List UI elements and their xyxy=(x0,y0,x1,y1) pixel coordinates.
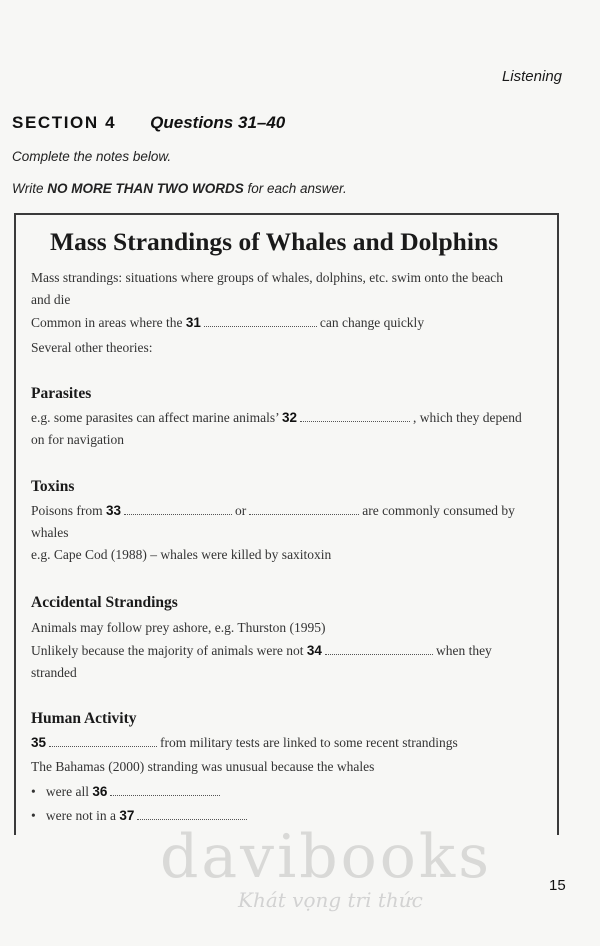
human-line-1-post: from military tests are linked to some recent strandings xyxy=(160,735,458,750)
question-31-number: 31 xyxy=(185,315,201,330)
accidental-line-2-pre: Unlikely because the majority of animals were not xyxy=(31,643,304,658)
instruction-complete: Complete the notes below. xyxy=(12,149,172,164)
answer-31-blank[interactable] xyxy=(204,316,317,327)
answer-33a-blank[interactable] xyxy=(124,504,232,515)
human-bullet-2-pre: were not in a xyxy=(45,808,116,823)
heading-toxins: Toxins xyxy=(31,478,75,495)
answer-35-blank[interactable] xyxy=(49,736,157,747)
running-head: Listening xyxy=(501,68,562,85)
answer-37-blank[interactable] xyxy=(137,809,247,820)
toxins-line-1 xyxy=(31,503,515,519)
human-line-1 xyxy=(31,735,458,751)
bullet-icon: • xyxy=(31,808,36,823)
accidental-line-3: stranded xyxy=(31,665,77,680)
intro-common-post: can change quickly xyxy=(319,315,425,330)
instruction-word-limit xyxy=(12,181,347,196)
question-37-number: 37 xyxy=(119,808,135,823)
answer-32-blank[interactable] xyxy=(300,411,410,422)
instruction-limit: NO MORE THAN TWO WORDS xyxy=(47,181,244,196)
question-36-number: 36 xyxy=(92,784,108,799)
human-line-2: The Bahamas (2000) stranding was unusual because the whales xyxy=(31,759,375,774)
questions-range: Questions 31–40 xyxy=(150,113,286,132)
toxins-line-1-pre: Poisons from xyxy=(31,503,103,518)
intro-line-2: and die xyxy=(31,292,71,307)
parasites-line-1 xyxy=(31,410,522,426)
intro-theories: Several other theories: xyxy=(31,340,153,355)
question-34-number: 34 xyxy=(306,643,322,658)
question-32-number: 32 xyxy=(282,410,298,425)
page-number: 15 xyxy=(549,877,566,894)
human-bullet-1 xyxy=(31,784,223,800)
heading-parasites: Parasites xyxy=(31,385,92,402)
toxins-line-1-post: are commonly consumed by xyxy=(362,503,515,518)
toxins-line-3: e.g. Cape Cod (1988) – whales were killed by saxitoxin xyxy=(31,547,332,562)
parasites-line-2: on for navigation xyxy=(31,432,124,447)
instruction-each-answer: for each answer. xyxy=(243,181,347,196)
parasites-line-1-post: , which they depend xyxy=(413,410,522,425)
question-35-number: 35 xyxy=(31,735,47,750)
section-label: SECTION 4 xyxy=(12,113,117,132)
bullet-icon: • xyxy=(31,784,36,799)
heading-accidental-strandings: Accidental Strandings xyxy=(31,594,178,611)
watermark-tagline: Khát vọng tri thức xyxy=(238,888,423,912)
human-bullet-1-pre: were all xyxy=(45,784,89,799)
accidental-line-1: Animals may follow prey ashore, e.g. Thurston (1995) xyxy=(31,620,326,635)
toxins-line-2: whales xyxy=(31,525,69,540)
intro-common-line xyxy=(31,315,424,331)
answer-36-blank[interactable] xyxy=(110,785,220,796)
intro-common-pre: Common in areas where the xyxy=(31,315,183,330)
instruction-write: Write xyxy=(12,181,48,196)
accidental-line-2 xyxy=(31,643,492,659)
answer-33b-blank[interactable] xyxy=(249,504,359,515)
question-33-number: 33 xyxy=(106,503,122,518)
watermark-logo: davibooks xyxy=(160,822,493,892)
accidental-line-2-post: when they xyxy=(435,643,492,658)
section-heading xyxy=(12,113,285,133)
notes-title: Mass Strandings of Whales and Dolphins xyxy=(50,227,499,256)
parasites-line-1-pre: e.g. some parasites can affect marine animals’ xyxy=(31,410,279,425)
toxins-or: or xyxy=(235,503,247,518)
intro-line-1: Mass strandings: situations where groups of whales, dolphins, etc. swim onto the beach xyxy=(31,270,504,285)
answer-34-blank[interactable] xyxy=(325,644,433,655)
heading-human-activity: Human Activity xyxy=(31,710,137,727)
